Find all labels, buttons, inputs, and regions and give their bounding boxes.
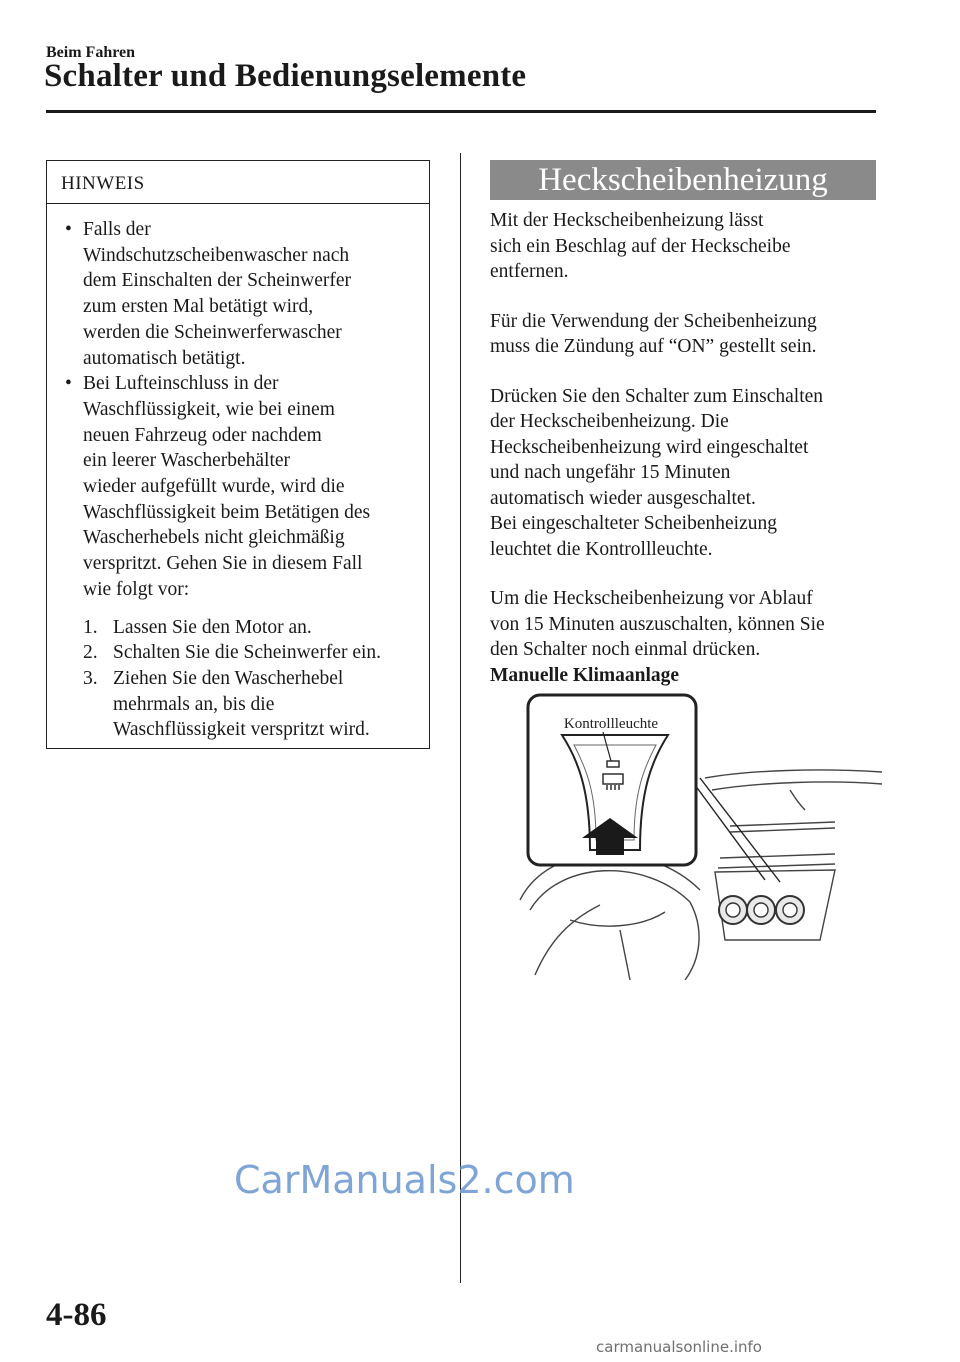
note-line: dem Einschalten der Scheinwerfer xyxy=(83,270,352,292)
note-bullet xyxy=(47,371,429,602)
note-line: Bei Lufteinschluss in der xyxy=(83,373,279,395)
note-line: Waschflüssigkeit beim Betätigen des xyxy=(83,501,371,523)
note-step xyxy=(47,615,429,641)
section-body xyxy=(490,208,880,712)
subheading: Manuelle Klimaanlage xyxy=(490,664,680,686)
step-line: Schalten Sie die Scheinwerfer ein. xyxy=(113,642,382,664)
text-line: den Schalter noch einmal drücken. xyxy=(490,639,761,660)
text-line: leuchtet die Kontrollleuchte. xyxy=(490,538,713,560)
text-line: automatisch wieder ausgeschaltet. xyxy=(490,487,756,509)
section-title: Heckscheibenheizung xyxy=(538,162,828,198)
note-line: ein leerer Wascherbehälter xyxy=(83,450,291,472)
note-box xyxy=(46,160,430,749)
paragraph xyxy=(490,384,880,563)
note-divider xyxy=(47,203,429,204)
text-line: muss die Zündung auf “ON” gestellt sein. xyxy=(490,336,817,357)
note-line: zum ersten Mal betätigt wird, xyxy=(83,296,314,318)
text-line: der Heckscheibenheizung. Die xyxy=(490,411,729,432)
note-line: verspritzt. Gehen Sie in diesem Fall xyxy=(83,553,363,575)
figure-label: Kontrollleuchte xyxy=(563,716,659,732)
section-banner xyxy=(490,160,876,200)
step-line: Waschflüssigkeit verspritzt wird. xyxy=(113,719,370,741)
paragraph xyxy=(490,586,880,663)
text-line: und nach ungefähr 15 Minuten xyxy=(490,462,731,483)
text-line: Drücken Sie den Schalter zum Einschalten xyxy=(490,385,824,407)
text-line: entfernen. xyxy=(490,261,569,282)
step-number: 3. xyxy=(83,667,98,689)
page-number: 4-86 xyxy=(46,1297,107,1333)
note-step xyxy=(47,666,429,743)
step-line: mehrmals an, bis die xyxy=(113,693,275,715)
note-bullet xyxy=(47,217,429,371)
text-line: Für die Verwendung der Scheibenheizung xyxy=(490,310,817,332)
text-line: Mit der Heckscheibenheizung lässt xyxy=(490,210,764,231)
note-body xyxy=(47,217,429,743)
text-line: Um die Heckscheibenheizung vor Ablauf xyxy=(490,588,813,609)
watermark-logo: CarManuals2.com xyxy=(234,1158,575,1202)
dashboard-illustration xyxy=(490,690,882,980)
note-line: wieder aufgefüllt wurde, wird die xyxy=(83,476,345,498)
text-line: von 15 Minuten auszuschalten, können Sie xyxy=(490,613,825,635)
paragraph xyxy=(490,309,880,360)
step-line: Lassen Sie den Motor an. xyxy=(113,616,312,638)
paragraph xyxy=(490,208,880,285)
step-line: Ziehen Sie den Wascherhebel xyxy=(113,667,344,689)
step-number: 2. xyxy=(83,642,98,664)
chapter-title: Schalter und Bedienungselemente xyxy=(44,58,527,94)
note-line: Waschflüssigkeit, wie bei einem xyxy=(83,398,335,420)
header-rule xyxy=(46,110,876,113)
bullet-dot-icon: • xyxy=(65,219,72,240)
note-line: Falls der xyxy=(83,219,151,240)
note-line: werden die Scheinwerferwascher xyxy=(83,321,342,343)
note-line: automatisch betätigt. xyxy=(83,347,246,369)
footer-watermark: carmanualsonline.info xyxy=(596,1338,762,1356)
note-title: HINWEIS xyxy=(61,173,145,194)
indicator-light-icon xyxy=(607,761,619,767)
note-line: neuen Fahrzeug oder nachdem xyxy=(83,424,322,446)
column-divider xyxy=(460,153,461,1283)
note-line: Windschutzscheibenwascher nach xyxy=(83,244,350,266)
text-line: Heckscheibenheizung wird eingeschaltet xyxy=(490,436,809,458)
step-number: 1. xyxy=(83,616,98,638)
bullet-dot-icon: • xyxy=(65,373,72,395)
section-label: Beim Fahren xyxy=(46,44,136,61)
note-line: wie folgt vor: xyxy=(83,578,190,600)
note-step xyxy=(47,640,429,666)
note-line: Wascherhebels nicht gleichmäßig xyxy=(83,527,345,549)
text-line: sich ein Beschlag auf der Heckscheibe xyxy=(490,235,791,257)
text-line: Bei eingeschalteter Scheibenheizung xyxy=(490,513,777,534)
